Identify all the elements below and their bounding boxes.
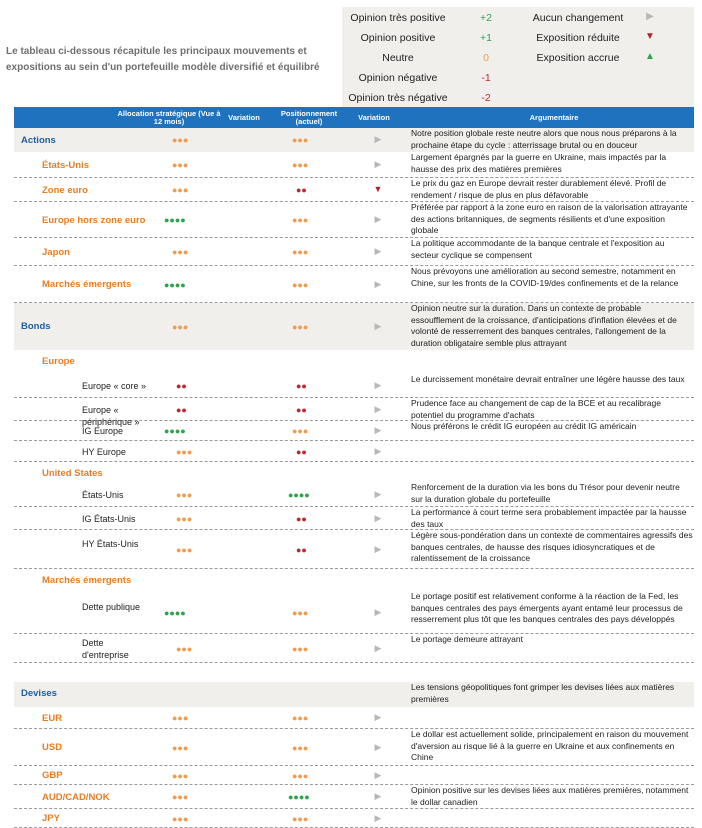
- argument-text: Le portage demeure attrayant: [411, 634, 523, 644]
- table-row: [14, 462, 694, 482]
- no-change-icon: ▶: [374, 320, 382, 331]
- position-rating-dots: ●●●●: [288, 489, 310, 500]
- legend-opinion-label: Opinion très négative: [348, 92, 448, 104]
- position-rating-dots: ●●: [296, 381, 307, 391]
- argument-text: Le durcissement monétaire devrait entraîner une légère hausse des taux: [411, 374, 685, 384]
- legend-opinion-value: +2: [480, 12, 492, 24]
- alloc-rating-dots: ●●●: [172, 792, 189, 802]
- no-change-icon: ▶: [374, 425, 382, 435]
- alloc-rating-dots: ●●●: [172, 742, 189, 753]
- alloc-rating-dots: ●●●: [172, 185, 189, 195]
- row-label: IG Europe: [82, 426, 124, 436]
- table-row: [14, 238, 694, 266]
- alloc-rating-dots: ●●●: [172, 813, 189, 824]
- no-change-icon: ▶: [374, 246, 382, 256]
- no-change-icon: ▶: [374, 543, 382, 554]
- header-position: Positionnement (actuel): [280, 108, 338, 126]
- legend-opinion-value: -1: [481, 72, 491, 84]
- position-rating-dots: ●●●: [292, 770, 309, 781]
- alloc-rating-dots: ●●●●: [164, 426, 186, 436]
- legend-row: [342, 49, 694, 69]
- reduced-exposure-icon: ▼: [373, 184, 383, 194]
- legend-opinion-value: +1: [480, 32, 492, 44]
- header-alloc: Allocation stratégique (Vue à 12 mois): [117, 108, 221, 126]
- legend-opinion-label: Opinion négative: [358, 72, 438, 84]
- alloc-rating-dots: ●●●: [176, 489, 193, 500]
- table-row: [14, 266, 694, 303]
- no-change-icon: ▶: [374, 159, 382, 169]
- header-variation-1: Variation: [228, 112, 260, 122]
- position-rating-dots: ●●●: [292, 713, 309, 723]
- row-label: GBP: [42, 770, 63, 781]
- alloc-rating-dots: ●●: [176, 404, 187, 415]
- argument-text: Nous préférons le crédit IG européen au crédit IG américain: [411, 421, 637, 431]
- table-row: [14, 441, 694, 462]
- table-row: [14, 809, 694, 828]
- table-row: [14, 569, 694, 591]
- alloc-rating-dots: ●●●: [176, 544, 193, 555]
- position-rating-dots: ●●●: [292, 321, 309, 332]
- legend-change-label: Exposition accrue: [536, 52, 620, 64]
- no-change-icon: ▶: [374, 791, 382, 801]
- table-row: [14, 482, 694, 507]
- legend-row: [342, 89, 694, 109]
- legend-change-label: Exposition réduite: [536, 32, 620, 44]
- argument-text: La performance à court terme sera probablement impactée par la hausse des taux: [411, 507, 687, 529]
- position-rating-dots: ●●●: [292, 160, 309, 170]
- legend-opinion-label: Neutre: [382, 52, 414, 64]
- row-label: EUR: [42, 712, 63, 724]
- table-row: [14, 785, 694, 809]
- increased-exposure-icon: ▲: [645, 51, 655, 62]
- position-rating-dots: ●●: [296, 185, 307, 195]
- position-rating-dots: ●●●: [292, 426, 309, 436]
- row-label: HY Europe: [82, 446, 126, 457]
- position-rating-dots: ●●: [296, 404, 307, 415]
- alloc-rating-dots: ●●●: [172, 247, 189, 257]
- no-change-icon: ▶: [374, 445, 382, 456]
- argument-text: Prudence face au changement de cap de la BCE et au recalibrage potentiel du programme d'achats: [411, 398, 661, 420]
- table-row: [14, 374, 694, 398]
- alloc-rating-dots: ●●●: [172, 713, 189, 723]
- argument-text: Préférée par rapport à la zone euro en raison de la valorisation attrayante des actions britanniques, de segments résilients et d'une exposition globale: [411, 202, 688, 235]
- row-label: États-Unis: [82, 489, 124, 500]
- legend-row: [342, 69, 694, 89]
- alloc-rating-dots: ●●●: [172, 321, 189, 332]
- position-rating-dots: ●●●: [292, 607, 309, 618]
- row-label: Dette publique: [82, 601, 141, 612]
- argument-text: Le dollar est actuellement solide, principalement en raison du mouvement d'aversion au risque lié à la guerre en Ukraine et aux confinements en Chine: [411, 729, 689, 762]
- table-row: [14, 707, 694, 729]
- alloc-rating-dots: ●●●: [172, 135, 189, 145]
- alloc-rating-dots: ●●●: [176, 513, 193, 524]
- row-label: JPY: [42, 813, 60, 824]
- no-change-icon: ▶: [374, 642, 382, 653]
- table-row: [14, 152, 694, 178]
- alloc-rating-dots: ●●●: [172, 770, 189, 781]
- row-label: Europe hors zone euro: [42, 214, 146, 226]
- table-row: [14, 766, 694, 785]
- legend-opinion-value: 0: [483, 52, 489, 64]
- position-rating-dots: ●●: [296, 544, 307, 555]
- alloc-rating-dots: ●●●: [176, 446, 193, 457]
- position-rating-dots: ●●: [296, 513, 307, 524]
- no-change-icon: ▶: [374, 606, 382, 617]
- position-rating-dots: ●●●: [292, 742, 309, 753]
- row-label: AUD/CAD/NOK: [42, 791, 110, 803]
- argument-text: La politique accommodante de la banque centrale et l'exposition au secteur cyclique se compensent: [411, 238, 665, 260]
- position-rating-dots: ●●●: [292, 247, 309, 257]
- position-rating-dots: ●●●●: [288, 792, 310, 802]
- row-label: Devises: [21, 688, 57, 699]
- no-change-icon: ▶: [374, 512, 382, 523]
- argument-text: Notre position globale reste neutre alors que nous nous préparons à la prochaine étape du cycle : atterrissage brutal ou en douceur: [411, 128, 677, 150]
- row-label: HY États-Unis: [82, 538, 139, 549]
- legend-opinion-label: Opinion très positive: [350, 12, 446, 24]
- table-row: [14, 591, 694, 634]
- legend-opinion-value: -2: [481, 92, 491, 104]
- header-argument: Argumentaire: [529, 112, 579, 122]
- section-row: [14, 128, 694, 152]
- alloc-rating-dots: ●●: [176, 381, 187, 391]
- position-rating-dots: ●●: [296, 446, 307, 457]
- position-rating-dots: ●●●: [292, 215, 309, 225]
- row-label: Zone euro: [42, 184, 88, 196]
- no-change-icon: ▶: [374, 214, 382, 224]
- legend-row: [342, 9, 694, 29]
- no-change-icon: ▶: [646, 11, 654, 22]
- intro-text: Le tableau ci-dessous récapitule les principaux mouvements et expositions au sein d'un portefeuille modèle diversifié et équilibré: [6, 46, 320, 73]
- argument-text: Les tensions géopolitiques font grimper les devises liées aux matières premières: [411, 682, 675, 704]
- row-label: IG États-Unis: [82, 513, 136, 524]
- alloc-rating-dots: ●●●●: [164, 279, 186, 290]
- row-label: États-Unis: [42, 159, 89, 171]
- row-label: Marchés émergents: [42, 575, 132, 586]
- table-row: [14, 178, 694, 202]
- position-rating-dots: ●●●: [292, 135, 309, 145]
- argument-text: Largement épargnés par la guerre en Ukraine, mais impactés par la hausse des prix des matières premières: [411, 152, 667, 174]
- alloc-rating-dots: ●●●●: [164, 215, 186, 225]
- alloc-rating-dots: ●●●●: [164, 607, 186, 618]
- table-row: [14, 421, 694, 441]
- row-label: Europe « périphérique »: [82, 404, 140, 427]
- position-rating-dots: ●●●: [292, 813, 309, 824]
- argument-text: Le portage positif est relativement conforme à la réaction de la Fed, les banques centrales des pays émergents ayant entamé leur processus de resserrement plus tôt que les banques centrales des pays développés: [411, 591, 683, 624]
- reduced-exposure-icon: ▼: [645, 31, 655, 42]
- table-row: [14, 350, 694, 374]
- table-row: [14, 729, 694, 766]
- legend-change-label: Aucun changement: [532, 12, 624, 24]
- position-rating-dots: ●●●: [292, 279, 309, 290]
- argument-text: Renforcement de la duration via les bons du Trésor pour devenir neutre sur la duration globale du portefeuille: [411, 482, 680, 504]
- row-label: United States: [42, 468, 103, 479]
- legend-row: [342, 29, 694, 49]
- no-change-icon: ▶: [374, 134, 382, 144]
- no-change-icon: ▶: [374, 769, 382, 780]
- legend-box: [342, 7, 694, 110]
- row-label: USD: [42, 742, 63, 753]
- argument-text: Le prix du gaz en Europe devrait rester durablement élevé. Profil de rendement / risque de plus en plus défavorable: [411, 178, 667, 200]
- argument-text: Opinion positive sur les devises liées aux matières premières, notamment le dollar canadien: [411, 785, 689, 807]
- no-change-icon: ▶: [374, 488, 382, 499]
- argument-text: Nous prévoyons une amélioration au second semestre, notamment en Chine, sur les fronts de la COVID-19/des confinements et de la relance: [411, 266, 679, 288]
- header-variation-2: Variation: [358, 112, 390, 122]
- row-label: Japon: [42, 246, 70, 258]
- row-label: Actions: [21, 134, 56, 146]
- row-label: Europe « core »: [82, 381, 147, 391]
- argument-text: Opinion neutre sur la duration. Dans un contexte de probable essoufflement de la croissance, d'anticipations d'inflation élevées et de volonté de resserrement des banques centrales, l'allongement de la duration obligataire semble plus attrayant: [411, 303, 677, 348]
- no-change-icon: ▶: [374, 741, 382, 752]
- no-change-icon: ▶: [374, 403, 382, 414]
- no-change-icon: ▶: [374, 278, 382, 289]
- alloc-rating-dots: ●●●: [172, 160, 189, 170]
- table-row: [14, 202, 694, 238]
- position-rating-dots: ●●●: [292, 643, 309, 654]
- table-row: [14, 530, 694, 569]
- no-change-icon: ▶: [374, 812, 382, 823]
- argument-text: Légère sous-pondération dans un contexte de commentaires agressifs des banques centrales, de hausse des risques idiosyncratiques et de ralentissement de la croissance: [411, 530, 693, 563]
- row-label: Dette d'entreprise: [82, 637, 129, 660]
- table-row: [14, 634, 694, 663]
- section-row: [14, 682, 694, 707]
- row-label: Bonds: [21, 321, 51, 332]
- legend-opinion-label: Opinion positive: [360, 32, 436, 44]
- no-change-icon: ▶: [374, 712, 382, 722]
- table-header: [14, 107, 694, 128]
- section-row: [14, 303, 694, 350]
- alloc-rating-dots: ●●●: [176, 643, 193, 654]
- table-row: [14, 507, 694, 530]
- row-label: Marchés émergents: [42, 279, 132, 290]
- no-change-icon: ▶: [374, 380, 382, 390]
- row-label: Europe: [42, 356, 75, 367]
